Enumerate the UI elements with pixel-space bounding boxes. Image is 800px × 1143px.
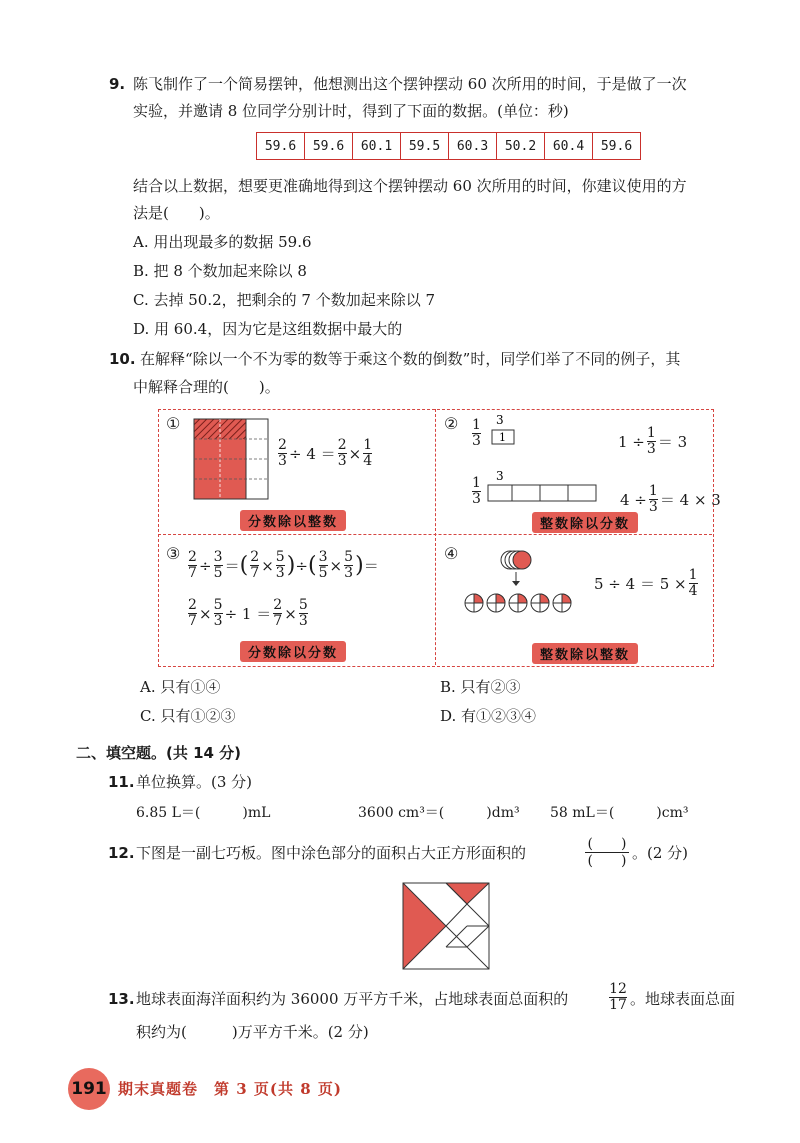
panel2-frac-top: $\frac{1}{3}$ (472, 417, 481, 449)
svg-text:3: 3 (496, 469, 504, 483)
q9-number: 9. (109, 75, 126, 93)
q10-number: 10. (109, 350, 136, 368)
q12-answer-fraction: ( ) ( ) (585, 836, 629, 869)
q13-text-b: 。地球表面总面 (630, 990, 736, 1008)
panel2-equation-top: 1 ÷ $\frac{1}{3}$ ＝ 3 (618, 425, 688, 457)
q9-option-b: B. 把 8 个数加起来除以 8 (133, 262, 307, 280)
q13-number: 13. (108, 990, 135, 1008)
data-cell: 60.1 (353, 133, 401, 160)
data-cell: 50.2 (497, 133, 545, 160)
q12-number: 12. (108, 844, 135, 862)
panel2-bars-bottom (486, 468, 602, 508)
page-number-badge: 191 (68, 1068, 110, 1110)
q9-option-a: A. 用出现最多的数据 59.6 (133, 233, 312, 251)
panel4-marker: ④ (444, 544, 459, 563)
q10-option-c: C. 只有①②③ (140, 707, 236, 725)
q9-line3: 结合以上数据，想要更准确地得到这个摆钟摆动 60 次所用的时间，你建议使用的方 (133, 177, 687, 195)
q10-line1: 在解释“除以一个不为零的数等于乘这个数的倒数”时，同学们举了不同的例子，其 (140, 350, 681, 368)
data-cell: 60.3 (449, 133, 497, 160)
q9-line2: 实验，并邀请 8 位同学分别计时，得到了下面的数据。(单位：秒) (133, 102, 569, 120)
panel4-equation: 5 ÷ 4 ＝ 5 × $\frac{1}{4}$ (594, 567, 698, 599)
divider (435, 409, 436, 665)
q9-line4: 法是( )。 (133, 204, 220, 222)
q10-option-a: A. 只有①④ (140, 678, 221, 696)
q11-item-1: 6.85 L＝( )mL (136, 805, 271, 821)
panel1-marker: ① (166, 414, 181, 433)
svg-text:1: 1 (499, 431, 506, 444)
panel4-tag: 整数除以整数 (532, 643, 638, 664)
divider (158, 534, 712, 535)
q13-frac-numerator: 12 (609, 981, 627, 997)
panel3-equation-2: $\frac{2}{7}$ × $\frac{5}{3}$ ÷ 1 ＝ $\frac{2}{7}$ × $\frac{5}{3}$ (188, 597, 308, 629)
panel2-equation-bottom: 4 ÷ $\frac{1}{3}$ ＝ 4 × 3 (620, 483, 721, 515)
panel3-equation-1: $\frac{2}{7}$ ÷ $\frac{3}{5}$ ＝ ( $\frac{2}{7}$ × $\frac{5}{3}$ ) ÷ ( $\frac{3}{5}$ × $\frac{5}{3}$ ) ＝ (188, 549, 379, 581)
panel2-frac-bottom: $\frac{1}{3}$ (472, 475, 481, 507)
q12-text: 下图是一副七巧板。图中涂色部分的面积占大正方形面积的 (136, 844, 527, 862)
q13-fraction (609, 982, 627, 1013)
panel3-tag: 分数除以分数 (240, 641, 346, 662)
panel4-figure (464, 548, 584, 618)
panel2-marker: ② (444, 414, 459, 433)
q11-text: 单位换算。(3 分) (136, 773, 253, 791)
q13-text-a: 地球表面海洋面积约为 36000 万平方千米，占地球表面总面积的 (136, 990, 569, 1008)
data-cell: 59.6 (305, 133, 353, 160)
q9-data-table (256, 132, 641, 160)
tangram-figure (402, 882, 490, 970)
data-cell: 59.5 (401, 133, 449, 160)
q13-line2: 积约为( )万平方千米。(2 分) (136, 1023, 369, 1041)
q12-tail: 。(2 分) (632, 844, 689, 862)
footer-text: 期末真题卷 第 3 页(共 8 页) (118, 1080, 342, 1098)
q11-item-2: 3600 cm³＝( )dm³ (358, 805, 520, 821)
q10-line2: 中解释合理的( )。 (133, 378, 280, 396)
panel3-marker: ③ (166, 544, 181, 563)
svg-text:3: 3 (496, 413, 504, 427)
panel2-bars-top (490, 412, 610, 452)
panel1-tag: 分数除以整数 (240, 510, 346, 531)
q10-option-d: D. 有①②③④ (440, 707, 537, 725)
data-cell: 60.4 (545, 133, 593, 160)
data-cell: 59.6 (593, 133, 641, 160)
section-title: 二、填空题。(共 14 分) (76, 744, 242, 762)
q11-item-3: 58 mL＝( )cm³ (550, 805, 689, 821)
q11-number: 11. (108, 773, 135, 791)
data-cell: 59.6 (257, 133, 305, 160)
q10-option-b: B. 只有②③ (440, 678, 521, 696)
q9-line1: 陈飞制作了一个简易摆钟，他想测出这个摆钟摆动 60 次所用的时间，于是做了一次 (133, 75, 687, 93)
q13-frac-denominator: 17 (609, 997, 627, 1013)
q9-option-d: D. 用 60.4，因为它是这组数据中最大的 (133, 320, 403, 338)
panel2-tag: 整数除以分数 (532, 512, 638, 533)
panel1-figure (193, 418, 269, 500)
q9-option-c: C. 去掉 50.2，把剩余的 7 个数加起来除以 7 (133, 291, 436, 309)
panel1-equation: $\frac{2}{3}$ ÷ 4 ＝ $\frac{2}{3}$ × $\frac{1}{4}$ (278, 437, 373, 469)
